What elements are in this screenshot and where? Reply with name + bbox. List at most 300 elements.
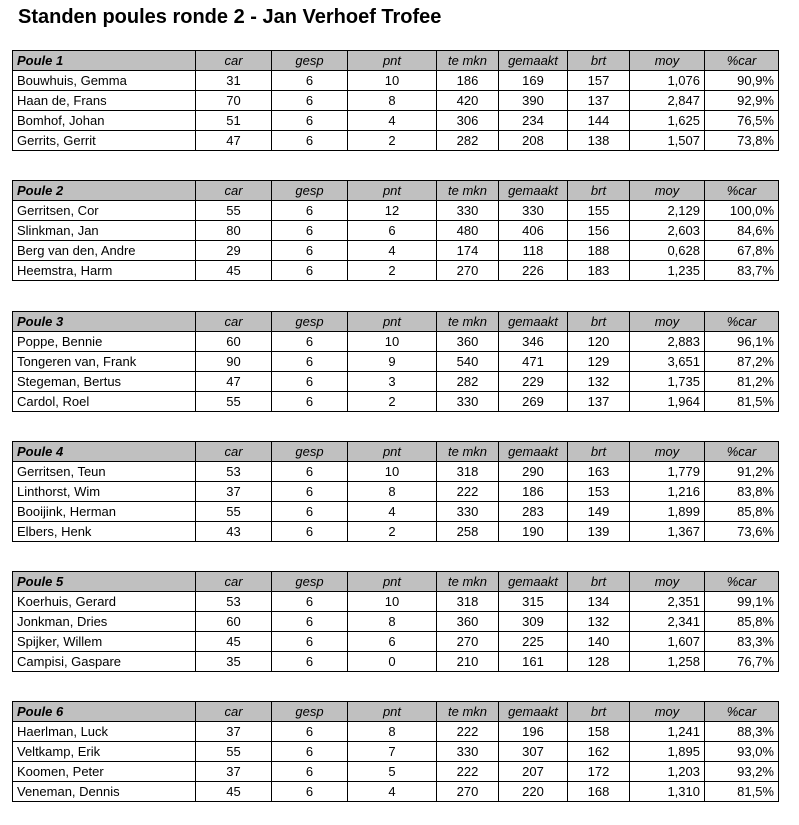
cell-pct-car: 91,2% bbox=[705, 462, 779, 482]
cell-pct-car: 96,1% bbox=[705, 332, 779, 352]
cell-brt: 139 bbox=[568, 522, 630, 542]
table-row bbox=[13, 352, 779, 372]
cell-car: 55 bbox=[196, 502, 272, 522]
cell-gesp: 6 bbox=[272, 482, 348, 502]
cell-te-mkn: 330 bbox=[437, 742, 499, 762]
table-header-row bbox=[13, 572, 779, 592]
cell-moy: 1,310 bbox=[630, 782, 705, 802]
column-header-car: car bbox=[196, 442, 272, 462]
cell-pct-car: 93,0% bbox=[705, 742, 779, 762]
cell-brt: 132 bbox=[568, 612, 630, 632]
table-header-row bbox=[13, 51, 779, 71]
cell-pnt: 10 bbox=[348, 592, 437, 612]
poule-name: Poule 1 bbox=[13, 51, 196, 71]
cell-gesp: 6 bbox=[272, 332, 348, 352]
column-header-gemaakt: gemaakt bbox=[499, 442, 568, 462]
column-header-moy: moy bbox=[630, 312, 705, 332]
cell-brt: 138 bbox=[568, 131, 630, 151]
cell-te-mkn: 282 bbox=[437, 372, 499, 392]
column-header-te-mkn: te mkn bbox=[437, 572, 499, 592]
cell-gesp: 6 bbox=[272, 762, 348, 782]
poule-name: Poule 6 bbox=[13, 702, 196, 722]
column-header-moy: moy bbox=[630, 181, 705, 201]
cell-gesp: 6 bbox=[272, 111, 348, 131]
table-row bbox=[13, 372, 779, 392]
cell-gesp: 6 bbox=[272, 241, 348, 261]
cell-pnt: 0 bbox=[348, 652, 437, 672]
cell-gesp: 6 bbox=[272, 221, 348, 241]
cell-gesp: 6 bbox=[272, 522, 348, 542]
table-row bbox=[13, 762, 779, 782]
player-name: Veneman, Dennis bbox=[13, 782, 196, 802]
cell-pnt: 6 bbox=[348, 632, 437, 652]
table-header-row bbox=[13, 181, 779, 201]
player-name: Gerritsen, Cor bbox=[13, 201, 196, 221]
cell-pct-car: 88,3% bbox=[705, 722, 779, 742]
cell-te-mkn: 222 bbox=[437, 482, 499, 502]
player-name: Linthorst, Wim bbox=[13, 482, 196, 502]
cell-moy: 2,341 bbox=[630, 612, 705, 632]
cell-car: 60 bbox=[196, 612, 272, 632]
table-row bbox=[13, 782, 779, 802]
cell-gesp: 6 bbox=[272, 782, 348, 802]
cell-brt: 153 bbox=[568, 482, 630, 502]
cell-moy: 2,603 bbox=[630, 221, 705, 241]
cell-te-mkn: 222 bbox=[437, 722, 499, 742]
cell-te-mkn: 186 bbox=[437, 71, 499, 91]
column-header-pnt: pnt bbox=[348, 312, 437, 332]
column-header-pct-car: %car bbox=[705, 51, 779, 71]
table-row bbox=[13, 652, 779, 672]
column-header-pct-car: %car bbox=[705, 312, 779, 332]
table-row bbox=[13, 612, 779, 632]
column-header-brt: brt bbox=[568, 312, 630, 332]
cell-brt: 155 bbox=[568, 201, 630, 221]
cell-te-mkn: 222 bbox=[437, 762, 499, 782]
cell-moy: 1,216 bbox=[630, 482, 705, 502]
player-name: Cardol, Roel bbox=[13, 392, 196, 412]
cell-car: 53 bbox=[196, 592, 272, 612]
cell-te-mkn: 270 bbox=[437, 632, 499, 652]
cell-pnt: 2 bbox=[348, 392, 437, 412]
cell-pct-car: 92,9% bbox=[705, 91, 779, 111]
cell-moy: 1,507 bbox=[630, 131, 705, 151]
cell-pnt: 9 bbox=[348, 352, 437, 372]
cell-brt: 162 bbox=[568, 742, 630, 762]
cell-te-mkn: 306 bbox=[437, 111, 499, 131]
cell-pct-car: 81,5% bbox=[705, 392, 779, 412]
player-name: Jonkman, Dries bbox=[13, 612, 196, 632]
cell-brt: 156 bbox=[568, 221, 630, 241]
cell-pct-car: 76,5% bbox=[705, 111, 779, 131]
cell-car: 43 bbox=[196, 522, 272, 542]
column-header-pnt: pnt bbox=[348, 702, 437, 722]
cell-gesp: 6 bbox=[272, 91, 348, 111]
table-row bbox=[13, 261, 779, 281]
column-header-gesp: gesp bbox=[272, 312, 348, 332]
cell-moy: 0,628 bbox=[630, 241, 705, 261]
cell-car: 29 bbox=[196, 241, 272, 261]
table-row bbox=[13, 221, 779, 241]
table-row bbox=[13, 241, 779, 261]
cell-brt: 140 bbox=[568, 632, 630, 652]
cell-brt: 132 bbox=[568, 372, 630, 392]
player-name: Koerhuis, Gerard bbox=[13, 592, 196, 612]
column-header-gesp: gesp bbox=[272, 51, 348, 71]
cell-te-mkn: 480 bbox=[437, 221, 499, 241]
cell-gemaakt: 225 bbox=[499, 632, 568, 652]
cell-moy: 1,607 bbox=[630, 632, 705, 652]
cell-brt: 149 bbox=[568, 502, 630, 522]
cell-gemaakt: 471 bbox=[499, 352, 568, 372]
cell-brt: 120 bbox=[568, 332, 630, 352]
cell-moy: 2,847 bbox=[630, 91, 705, 111]
cell-gesp: 6 bbox=[272, 592, 348, 612]
cell-gemaakt: 307 bbox=[499, 742, 568, 762]
cell-gesp: 6 bbox=[272, 352, 348, 372]
poule-table bbox=[12, 311, 779, 412]
cell-moy: 1,367 bbox=[630, 522, 705, 542]
column-header-gemaakt: gemaakt bbox=[499, 181, 568, 201]
cell-te-mkn: 210 bbox=[437, 652, 499, 672]
cell-pnt: 4 bbox=[348, 782, 437, 802]
cell-gemaakt: 283 bbox=[499, 502, 568, 522]
player-name: Bomhof, Johan bbox=[13, 111, 196, 131]
cell-car: 37 bbox=[196, 482, 272, 502]
cell-car: 47 bbox=[196, 131, 272, 151]
table-row bbox=[13, 502, 779, 522]
table-row bbox=[13, 71, 779, 91]
column-header-brt: brt bbox=[568, 51, 630, 71]
cell-te-mkn: 318 bbox=[437, 462, 499, 482]
cell-te-mkn: 420 bbox=[437, 91, 499, 111]
cell-moy: 1,779 bbox=[630, 462, 705, 482]
cell-gemaakt: 290 bbox=[499, 462, 568, 482]
cell-te-mkn: 540 bbox=[437, 352, 499, 372]
column-header-gemaakt: gemaakt bbox=[499, 312, 568, 332]
cell-moy: 2,351 bbox=[630, 592, 705, 612]
cell-pnt: 8 bbox=[348, 612, 437, 632]
cell-pct-car: 90,9% bbox=[705, 71, 779, 91]
cell-moy: 1,076 bbox=[630, 71, 705, 91]
cell-pnt: 2 bbox=[348, 261, 437, 281]
player-name: Haerlman, Luck bbox=[13, 722, 196, 742]
cell-gesp: 6 bbox=[272, 392, 348, 412]
cell-pct-car: 76,7% bbox=[705, 652, 779, 672]
cell-pnt: 10 bbox=[348, 462, 437, 482]
cell-brt: 183 bbox=[568, 261, 630, 281]
column-header-pnt: pnt bbox=[348, 572, 437, 592]
cell-te-mkn: 360 bbox=[437, 332, 499, 352]
column-header-gemaakt: gemaakt bbox=[499, 51, 568, 71]
cell-pct-car: 100,0% bbox=[705, 201, 779, 221]
cell-brt: 188 bbox=[568, 241, 630, 261]
table-row bbox=[13, 632, 779, 652]
table-row bbox=[13, 742, 779, 762]
column-header-gesp: gesp bbox=[272, 702, 348, 722]
cell-pnt: 8 bbox=[348, 482, 437, 502]
table-row bbox=[13, 131, 779, 151]
cell-gesp: 6 bbox=[272, 652, 348, 672]
cell-gesp: 6 bbox=[272, 372, 348, 392]
cell-gesp: 6 bbox=[272, 742, 348, 762]
cell-car: 70 bbox=[196, 91, 272, 111]
table-row bbox=[13, 91, 779, 111]
cell-car: 55 bbox=[196, 201, 272, 221]
cell-moy: 1,735 bbox=[630, 372, 705, 392]
cell-gemaakt: 269 bbox=[499, 392, 568, 412]
cell-pnt: 10 bbox=[348, 332, 437, 352]
table-header-row bbox=[13, 442, 779, 462]
table-header-row bbox=[13, 312, 779, 332]
column-header-te-mkn: te mkn bbox=[437, 51, 499, 71]
column-header-te-mkn: te mkn bbox=[437, 181, 499, 201]
column-header-car: car bbox=[196, 181, 272, 201]
cell-brt: 172 bbox=[568, 762, 630, 782]
column-header-brt: brt bbox=[568, 572, 630, 592]
cell-te-mkn: 330 bbox=[437, 392, 499, 412]
cell-moy: 3,651 bbox=[630, 352, 705, 372]
cell-car: 90 bbox=[196, 352, 272, 372]
cell-moy: 1,235 bbox=[630, 261, 705, 281]
poule-table bbox=[12, 180, 779, 281]
cell-te-mkn: 174 bbox=[437, 241, 499, 261]
cell-pnt: 3 bbox=[348, 372, 437, 392]
cell-gemaakt: 190 bbox=[499, 522, 568, 542]
player-name: Stegeman, Bertus bbox=[13, 372, 196, 392]
cell-moy: 2,883 bbox=[630, 332, 705, 352]
column-header-moy: moy bbox=[630, 572, 705, 592]
cell-pnt: 5 bbox=[348, 762, 437, 782]
cell-car: 37 bbox=[196, 722, 272, 742]
cell-gesp: 6 bbox=[272, 462, 348, 482]
cell-brt: 158 bbox=[568, 722, 630, 742]
column-header-pnt: pnt bbox=[348, 442, 437, 462]
column-header-pnt: pnt bbox=[348, 51, 437, 71]
cell-brt: 128 bbox=[568, 652, 630, 672]
cell-moy: 2,129 bbox=[630, 201, 705, 221]
cell-gesp: 6 bbox=[272, 632, 348, 652]
column-header-brt: brt bbox=[568, 702, 630, 722]
column-header-moy: moy bbox=[630, 442, 705, 462]
cell-car: 80 bbox=[196, 221, 272, 241]
poule-name: Poule 4 bbox=[13, 442, 196, 462]
cell-pnt: 2 bbox=[348, 131, 437, 151]
cell-moy: 1,964 bbox=[630, 392, 705, 412]
player-name: Booijink, Herman bbox=[13, 502, 196, 522]
cell-pnt: 8 bbox=[348, 91, 437, 111]
column-header-pct-car: %car bbox=[705, 181, 779, 201]
cell-pnt: 4 bbox=[348, 111, 437, 131]
column-header-gesp: gesp bbox=[272, 181, 348, 201]
cell-pct-car: 73,6% bbox=[705, 522, 779, 542]
cell-gemaakt: 196 bbox=[499, 722, 568, 742]
column-header-car: car bbox=[196, 702, 272, 722]
cell-te-mkn: 360 bbox=[437, 612, 499, 632]
cell-car: 45 bbox=[196, 261, 272, 281]
column-header-pct-car: %car bbox=[705, 442, 779, 462]
column-header-car: car bbox=[196, 312, 272, 332]
cell-gemaakt: 406 bbox=[499, 221, 568, 241]
table-row bbox=[13, 392, 779, 412]
player-name: Campisi, Gaspare bbox=[13, 652, 196, 672]
cell-pnt: 12 bbox=[348, 201, 437, 221]
cell-brt: 163 bbox=[568, 462, 630, 482]
cell-gesp: 6 bbox=[272, 71, 348, 91]
cell-gemaakt: 390 bbox=[499, 91, 568, 111]
cell-gemaakt: 229 bbox=[499, 372, 568, 392]
column-header-brt: brt bbox=[568, 442, 630, 462]
cell-car: 55 bbox=[196, 392, 272, 412]
cell-pct-car: 83,3% bbox=[705, 632, 779, 652]
cell-car: 53 bbox=[196, 462, 272, 482]
cell-te-mkn: 270 bbox=[437, 261, 499, 281]
cell-car: 35 bbox=[196, 652, 272, 672]
cell-car: 45 bbox=[196, 632, 272, 652]
column-header-pct-car: %car bbox=[705, 572, 779, 592]
table-row bbox=[13, 111, 779, 131]
cell-brt: 144 bbox=[568, 111, 630, 131]
cell-pct-car: 83,8% bbox=[705, 482, 779, 502]
cell-gemaakt: 315 bbox=[499, 592, 568, 612]
cell-car: 37 bbox=[196, 762, 272, 782]
cell-pnt: 4 bbox=[348, 241, 437, 261]
poule-name: Poule 2 bbox=[13, 181, 196, 201]
cell-car: 51 bbox=[196, 111, 272, 131]
cell-pnt: 2 bbox=[348, 522, 437, 542]
cell-gesp: 6 bbox=[272, 612, 348, 632]
cell-pct-car: 99,1% bbox=[705, 592, 779, 612]
column-header-gesp: gesp bbox=[272, 442, 348, 462]
cell-gemaakt: 346 bbox=[499, 332, 568, 352]
cell-pct-car: 81,5% bbox=[705, 782, 779, 802]
cell-pct-car: 85,8% bbox=[705, 502, 779, 522]
player-name: Slinkman, Jan bbox=[13, 221, 196, 241]
poule-table bbox=[12, 571, 779, 672]
table-row bbox=[13, 462, 779, 482]
player-name: Tongeren van, Frank bbox=[13, 352, 196, 372]
column-header-pct-car: %car bbox=[705, 702, 779, 722]
column-header-car: car bbox=[196, 572, 272, 592]
cell-pnt: 7 bbox=[348, 742, 437, 762]
column-header-car: car bbox=[196, 51, 272, 71]
poule-name: Poule 3 bbox=[13, 312, 196, 332]
cell-brt: 137 bbox=[568, 392, 630, 412]
player-name: Berg van den, Andre bbox=[13, 241, 196, 261]
cell-gemaakt: 309 bbox=[499, 612, 568, 632]
cell-gemaakt: 169 bbox=[499, 71, 568, 91]
player-name: Bouwhuis, Gemma bbox=[13, 71, 196, 91]
cell-gemaakt: 207 bbox=[499, 762, 568, 782]
cell-brt: 137 bbox=[568, 91, 630, 111]
cell-brt: 129 bbox=[568, 352, 630, 372]
column-header-gesp: gesp bbox=[272, 572, 348, 592]
column-header-pnt: pnt bbox=[348, 181, 437, 201]
cell-pct-car: 81,2% bbox=[705, 372, 779, 392]
cell-gemaakt: 118 bbox=[499, 241, 568, 261]
poule-table bbox=[12, 50, 779, 151]
cell-pnt: 8 bbox=[348, 722, 437, 742]
cell-te-mkn: 258 bbox=[437, 522, 499, 542]
cell-moy: 1,899 bbox=[630, 502, 705, 522]
column-header-te-mkn: te mkn bbox=[437, 702, 499, 722]
player-name: Heemstra, Harm bbox=[13, 261, 196, 281]
cell-moy: 1,241 bbox=[630, 722, 705, 742]
cell-gemaakt: 234 bbox=[499, 111, 568, 131]
cell-te-mkn: 270 bbox=[437, 782, 499, 802]
player-name: Gerritsen, Teun bbox=[13, 462, 196, 482]
table-row bbox=[13, 522, 779, 542]
cell-gemaakt: 330 bbox=[499, 201, 568, 221]
poule-table bbox=[12, 701, 779, 802]
cell-te-mkn: 318 bbox=[437, 592, 499, 612]
table-row bbox=[13, 201, 779, 221]
cell-moy: 1,625 bbox=[630, 111, 705, 131]
cell-car: 31 bbox=[196, 71, 272, 91]
player-name: Haan de, Frans bbox=[13, 91, 196, 111]
table-header-row bbox=[13, 702, 779, 722]
table-row bbox=[13, 722, 779, 742]
cell-pnt: 6 bbox=[348, 221, 437, 241]
player-name: Koomen, Peter bbox=[13, 762, 196, 782]
cell-gemaakt: 208 bbox=[499, 131, 568, 151]
player-name: Poppe, Bennie bbox=[13, 332, 196, 352]
cell-pct-car: 83,7% bbox=[705, 261, 779, 281]
cell-gemaakt: 226 bbox=[499, 261, 568, 281]
cell-car: 55 bbox=[196, 742, 272, 762]
table-row bbox=[13, 592, 779, 612]
column-header-gemaakt: gemaakt bbox=[499, 702, 568, 722]
cell-car: 47 bbox=[196, 372, 272, 392]
cell-te-mkn: 330 bbox=[437, 502, 499, 522]
cell-moy: 1,203 bbox=[630, 762, 705, 782]
cell-pnt: 4 bbox=[348, 502, 437, 522]
column-header-brt: brt bbox=[568, 181, 630, 201]
player-name: Veltkamp, Erik bbox=[13, 742, 196, 762]
cell-gesp: 6 bbox=[272, 261, 348, 281]
cell-gesp: 6 bbox=[272, 502, 348, 522]
cell-pct-car: 87,2% bbox=[705, 352, 779, 372]
cell-brt: 168 bbox=[568, 782, 630, 802]
column-header-te-mkn: te mkn bbox=[437, 312, 499, 332]
cell-pct-car: 67,8% bbox=[705, 241, 779, 261]
cell-brt: 134 bbox=[568, 592, 630, 612]
column-header-moy: moy bbox=[630, 702, 705, 722]
cell-gemaakt: 186 bbox=[499, 482, 568, 502]
player-name: Spijker, Willem bbox=[13, 632, 196, 652]
cell-pnt: 10 bbox=[348, 71, 437, 91]
cell-gesp: 6 bbox=[272, 722, 348, 742]
cell-car: 60 bbox=[196, 332, 272, 352]
cell-car: 45 bbox=[196, 782, 272, 802]
cell-moy: 1,895 bbox=[630, 742, 705, 762]
cell-gesp: 6 bbox=[272, 201, 348, 221]
column-header-gemaakt: gemaakt bbox=[499, 572, 568, 592]
cell-te-mkn: 330 bbox=[437, 201, 499, 221]
table-row bbox=[13, 482, 779, 502]
player-name: Elbers, Henk bbox=[13, 522, 196, 542]
cell-pct-car: 73,8% bbox=[705, 131, 779, 151]
table-row bbox=[13, 332, 779, 352]
poule-name: Poule 5 bbox=[13, 572, 196, 592]
cell-pct-car: 84,6% bbox=[705, 221, 779, 241]
column-header-moy: moy bbox=[630, 51, 705, 71]
cell-brt: 157 bbox=[568, 71, 630, 91]
cell-gesp: 6 bbox=[272, 131, 348, 151]
cell-pct-car: 93,2% bbox=[705, 762, 779, 782]
cell-gemaakt: 220 bbox=[499, 782, 568, 802]
cell-moy: 1,258 bbox=[630, 652, 705, 672]
